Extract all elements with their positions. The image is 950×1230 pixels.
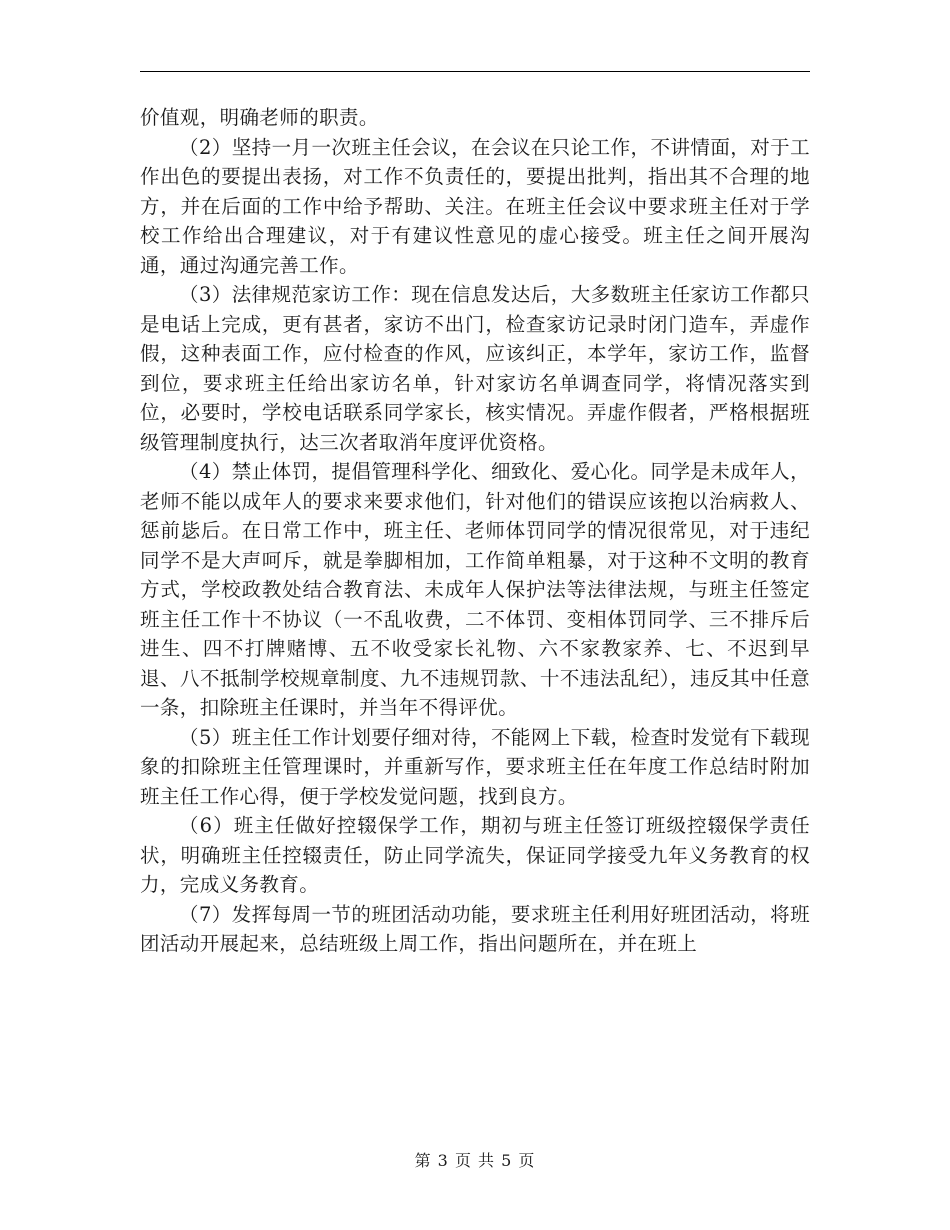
page-number: 第 3 页 共 5 页 [414, 1151, 536, 1170]
paragraph-item-7: （7）发挥每周一节的班团活动功能，要求班主任利用好班团活动，将班团活动开展起来，总结班级上周工作，指出问题所在，并在班上 [140, 902, 810, 955]
paragraph-item-2: （2）坚持一月一次班主任会议，在会议在只论工作，不讲情面，对于工作出色的要提出表扬，对工作不负责任的，要提出批判，指出其不合理的地方，并在后面的工作中给予帮助、关注。在班主任会议中要求班主任对于学校工作给出合理建议，对于有建议性意见的虚心接受。班主任之间开展沟通，通过沟通完善工作。 [140, 135, 810, 277]
paragraph-item-5: （5）班主任工作计划要仔细对待，不能网上下载，检查时发觉有下载现象的扣除班主任管理课时，并重新写作，要求班主任在年度工作总结时附加班主任工作心得，便于学校发觉问题，找到良方。 [140, 725, 810, 808]
header-rule [140, 71, 810, 72]
paragraph-item-3: （3）法律规范家访工作：现在信息发达后，大多数班主任家访工作都只是电话上完成，更有甚者，家访不出门，检查家访记录时闭门造车，弄虚作假，这种表面工作，应付检查的作风，应该纠正，本学年，家访工作，监督到位，要求班主任给出家访名单，针对家访名单调查同学，将情况落实到位，必要时，学校电话联系同学家长，核实情况。弄虚作假者，严格根据班级管理制度执行，达三次者取消年度评优资格。 [140, 283, 810, 454]
paragraph-continuation: 价值观，明确老师的职责。 [140, 106, 379, 129]
paragraph-item-4: （4）禁止体罚，提倡管理科学化、细致化、爱心化。同学是未成年人，老师不能以成年人的要求来要求他们，针对他们的错误应该抱以治病救人、惩前毖后。在日常工作中，班主任、老师体罚同学的情况很常见，对于违纪同学不是大声呵斥，就是拳脚相加，工作简单粗暴，对于这种不文明的教育方式，学校政教处结合教育法、未成年人保护法等法律法规，与班主任签定班主任工作十不协议（一不乱收费，二不体罚、变相体罚同学、三不排斥后进生、四不打牌赌博、五不收受家长礼物、六不家教家养、七、不迟到早退、八不抵制学校规章制度、九不违规罚款、十不违法乱纪），违反其中任意一条，扣除班主任课时，并当年不得评优。 [140, 460, 810, 719]
body-text [140, 103, 810, 959]
paragraph-item-6: （6）班主任做好控辍保学工作，期初与班主任签订班级控辍保学责任状，明确班主任控辍责任，防止同学流失，保证同学接受九年义务教育的权力，完成义务教育。 [140, 814, 810, 896]
